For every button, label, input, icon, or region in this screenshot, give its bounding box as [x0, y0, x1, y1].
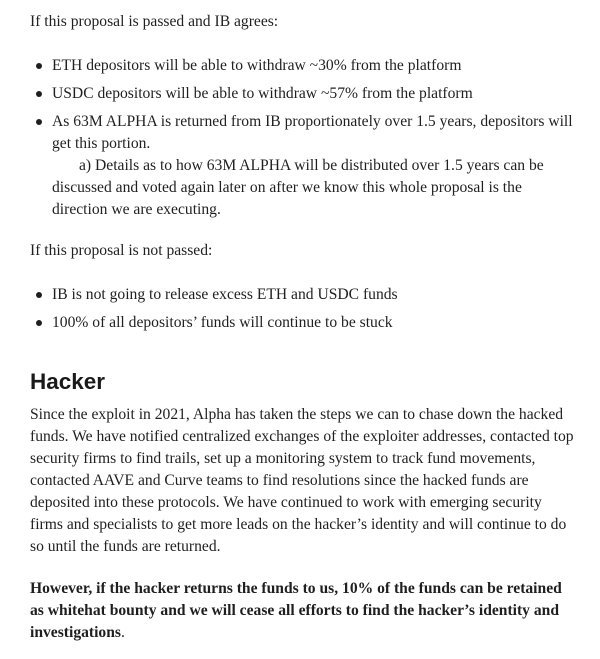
passed-outcomes-list: [30, 55, 578, 227]
hacker-heading: Hacker: [30, 369, 106, 394]
list-item-text: As 63M ALPHA is returned from IB proportionately over 1.5 years, depositors will get this portion.: [52, 113, 573, 152]
not-passed-outcomes-list: [30, 284, 578, 340]
hacker-paragraph: Since the exploit in 2021, Alpha has taken the steps we can to chase down the hacked funds. We have notified centralized exchanges of the exploiter addresses, contacted top security firms to find trails, set up a monitoring system to track fund movements, contacted AAVE and Curve teams to find resolutions since the hacked funds are deposited into these protocols. We have continued to work with emerging security firms and specialists to get more leads on the hacker’s identity and will continue to do so until the funds are returned.: [30, 406, 574, 555]
intro-not-passed-text: If this proposal is not passed:: [30, 242, 213, 259]
list-item-stuck-funds: [30, 312, 578, 334]
list-item-alpha: [30, 111, 578, 221]
bounty-bold-text: However, if the hacker returns the funds to us, 10% of the funds can be retained as whitehat bounty and we will cease all efforts to find the hacker’s identity and investigations: [30, 580, 562, 641]
list-item-eth: [30, 55, 578, 77]
list-item-text: USDC depositors will be able to withdraw ~57% from the platform: [52, 85, 473, 102]
list-item-text: IB is not going to release excess ETH and USDC funds: [52, 286, 398, 303]
intro-passed-text: If this proposal is passed and IB agrees:: [30, 13, 279, 30]
list-item-ib-funds: [30, 284, 578, 306]
bounty-period: .: [120, 624, 125, 641]
list-item-text: ETH depositors will be able to withdraw ~30% from the platform: [52, 57, 462, 74]
sub-note-text: a) Details as to how 63M ALPHA will be distributed over 1.5 years can be discussed and voted again later on after we know this whole proposal is the direction we are executing.: [52, 157, 544, 218]
list-item-usdc: [30, 83, 578, 105]
list-item-text: 100% of all depositors’ funds will continue to be stuck: [52, 314, 393, 331]
bounty-paragraph: [30, 578, 578, 644]
